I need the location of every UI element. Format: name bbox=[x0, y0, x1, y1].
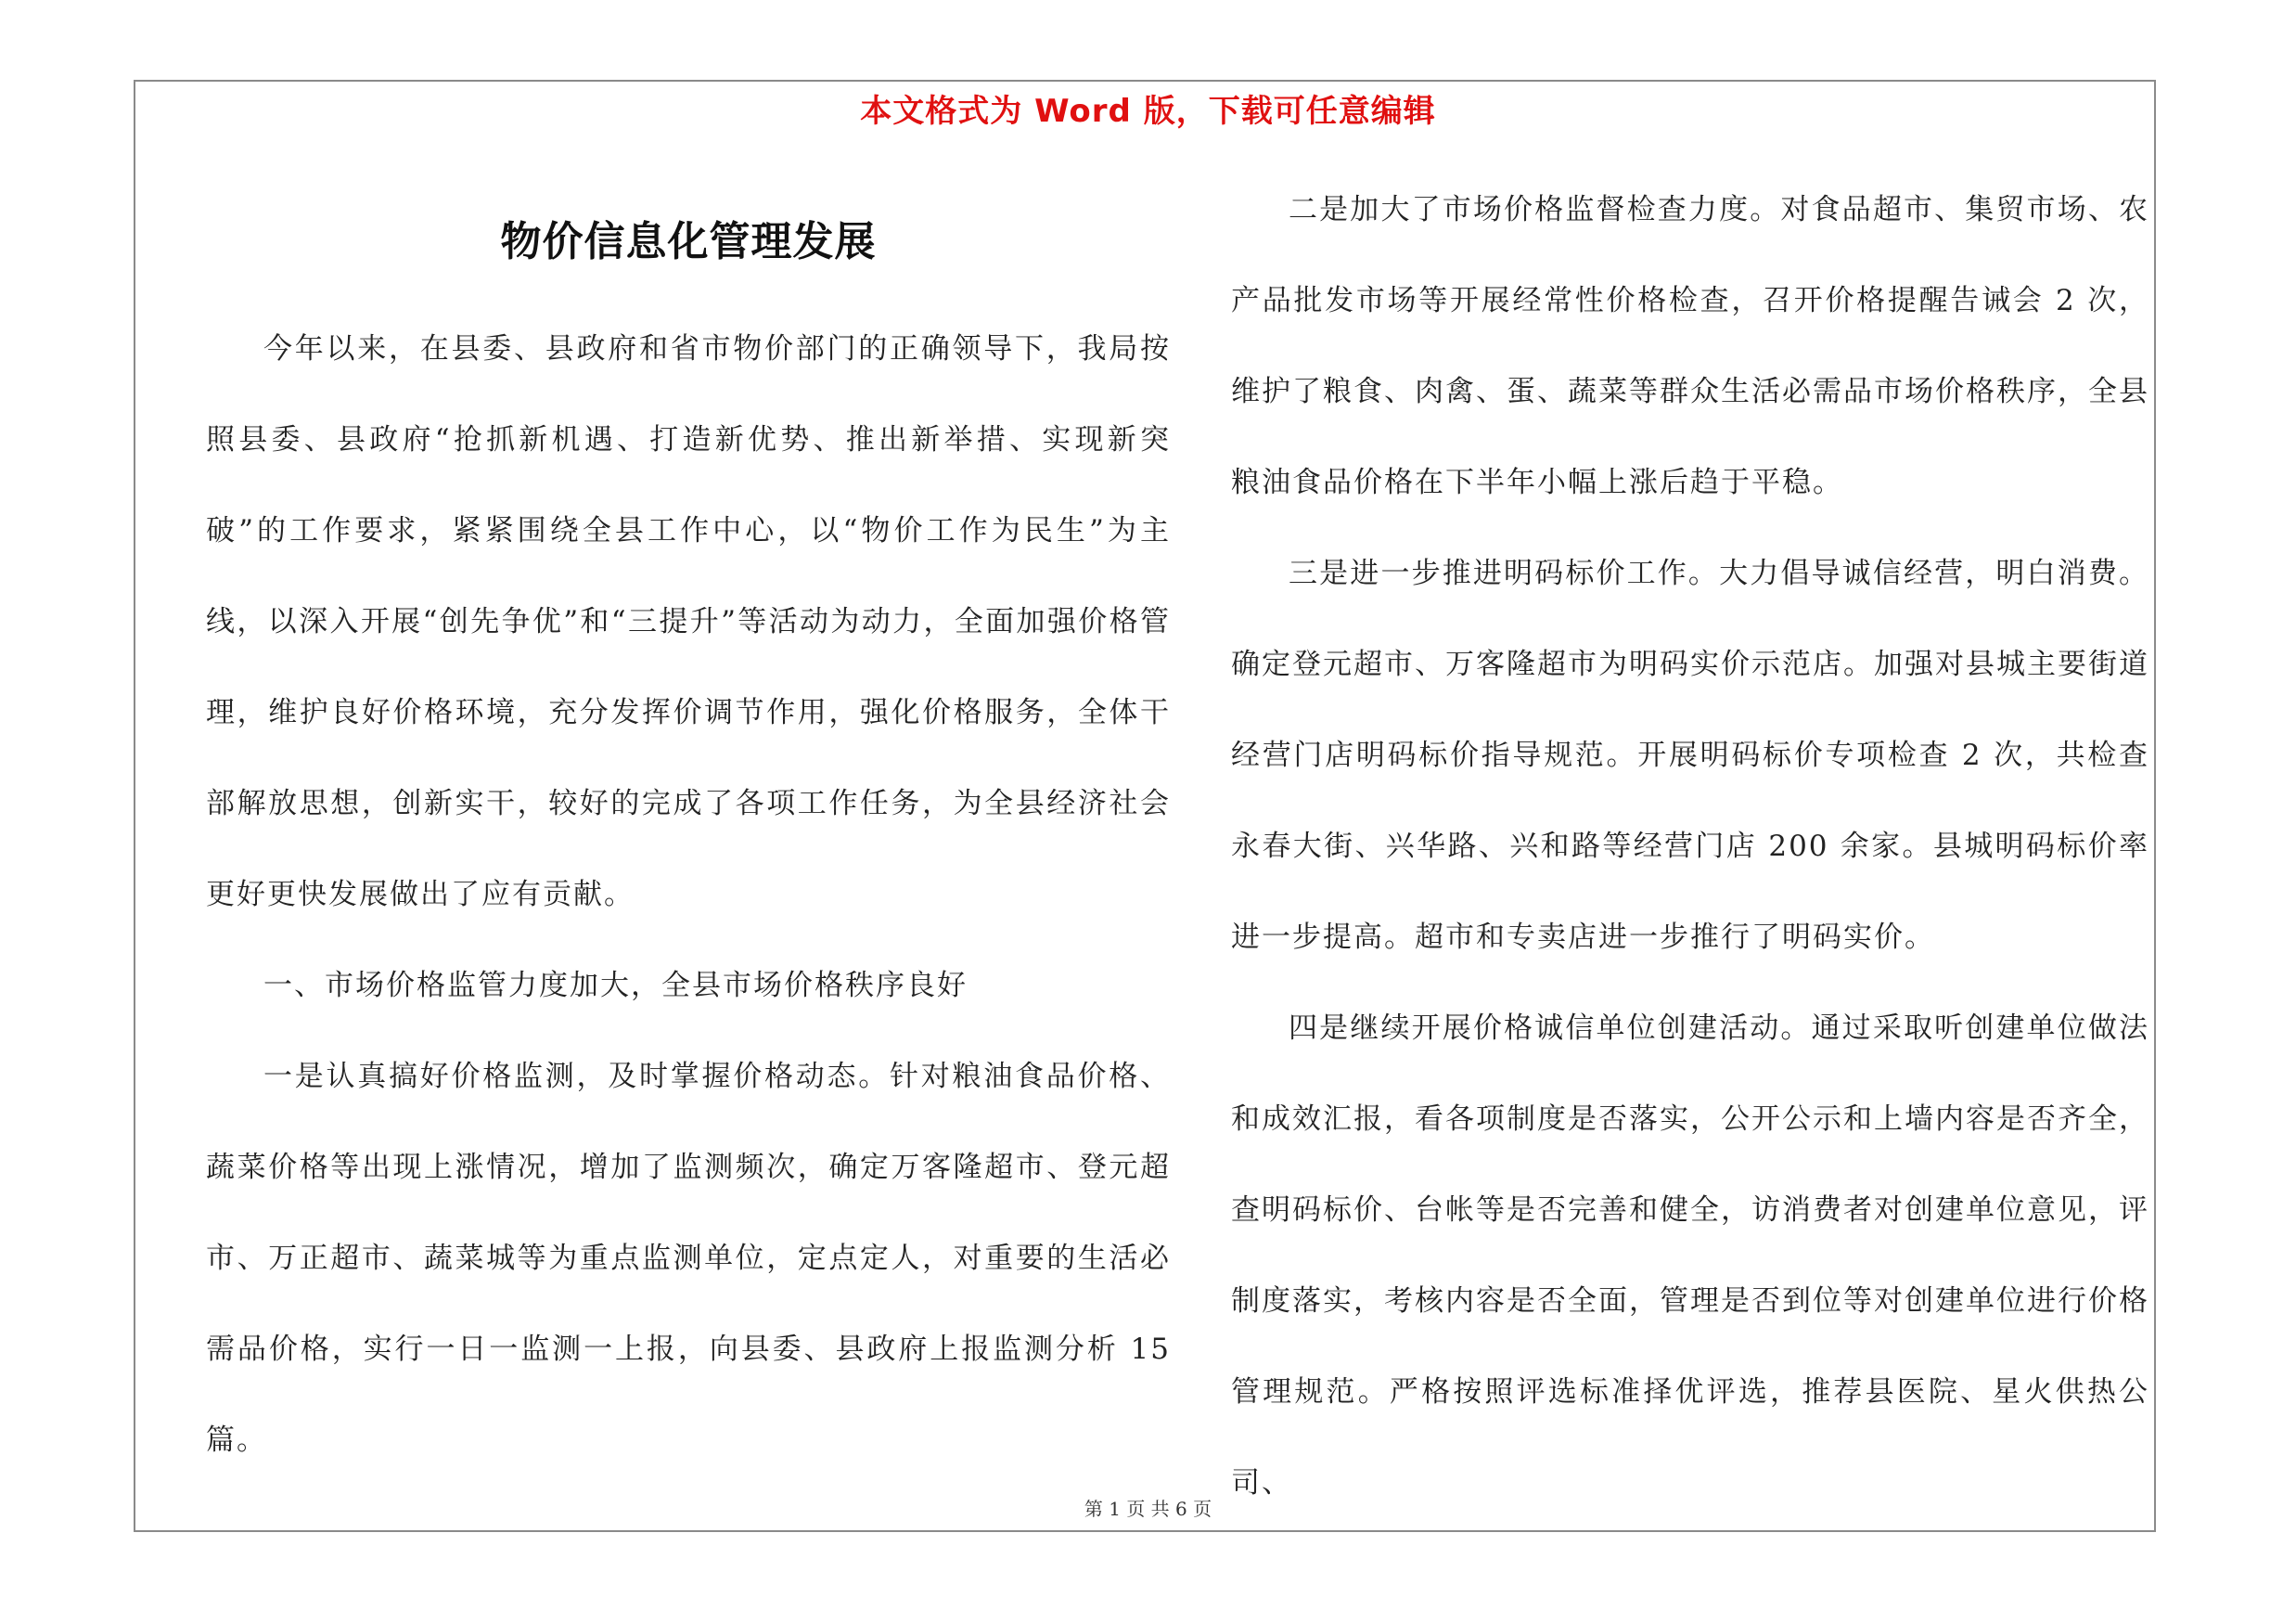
document-title: 物价信息化管理发展 bbox=[500, 218, 877, 265]
paragraph-price-monitoring: 一是认真搞好价格监测，及时掌握价格动态。针对粮油食品价格、蔬菜价格等出现上涨情况，增加了监测频次，确定万客隆超市、登元超市、万正超市、蔬菜城等为重点监测单位，定点定人，对重要的生活必需品价格，实行一日一监测一上报，向县委、县政府上报监测分析 15 篇。 bbox=[206, 1060, 1171, 1457]
paragraph-intro: 今年以来，在县委、县政府和省市物价部门的正确领导下，我局按照县委、县政府“抢抓新机遇、打造新优势、推出新举措、实现新突破”的工作要求，紧紧围绕全县工作中心，以“物价工作为民生”为主线，以深入开展“创先争优”和“三提升”等活动为动力，全面加强价格管理，维护良好价格环境，充分发挥价调节作用，强化价格服务，全体干部解放思想，创新实干，较好的完成了各项工作任务，为全县经济社会更好更快发展做出了应有贡献。 bbox=[206, 332, 1171, 911]
paragraph-price-inspection: 二是加大了市场价格监督检查力度。对食品超市、集贸市场、农产品批发市场等开展经常性价格检查，召开价格提醒告诫会 2 次，维护了粮食、肉禽、蛋、蔬菜等群众生活必需品市场价格秩序，全县粮油食品价格在下半年小幅上涨后趋于平稳。 bbox=[1231, 193, 2149, 499]
editable-banner: 本文格式为 Word 版，下载可任意编辑 bbox=[860, 93, 1436, 130]
section-heading-1: 一、市场价格监管力度加大，全县市场价格秩序良好 bbox=[263, 969, 968, 1002]
right-column bbox=[1231, 164, 2149, 1528]
paragraph-integrity-units: 四是继续开展价格诚信单位创建活动。通过采取听创建单位做法和成效汇报，看各项制度是否落实，公开公示和上墙内容是否齐全，查明码标价、台帐等是否完善和健全，访消费者对创建单位意见，评制度落实，考核内容是否全面，管理是否到位等对创建单位进行价格管理规范。严格按照评选标准择优评选，推荐县医院、星火供热公司、 bbox=[1231, 1011, 2149, 1500]
left-column bbox=[206, 303, 1171, 1486]
page-number: 第 1 页 共 6 页 bbox=[1084, 1498, 1212, 1520]
paragraph-price-labeling: 三是进一步推进明码标价工作。大力倡导诚信经营，明白消费。确定登元超市、万客隆超市为明码实价示范店。加强对县城主要街道经营门店明码标价指导规范。开展明码标价专项检查 2 次，共检查永春大街、兴华路、兴和路等经营门店 200 余家。县城明码标价率进一步提高。超市和专卖店进一步推行了明码实价。 bbox=[1231, 557, 2149, 954]
